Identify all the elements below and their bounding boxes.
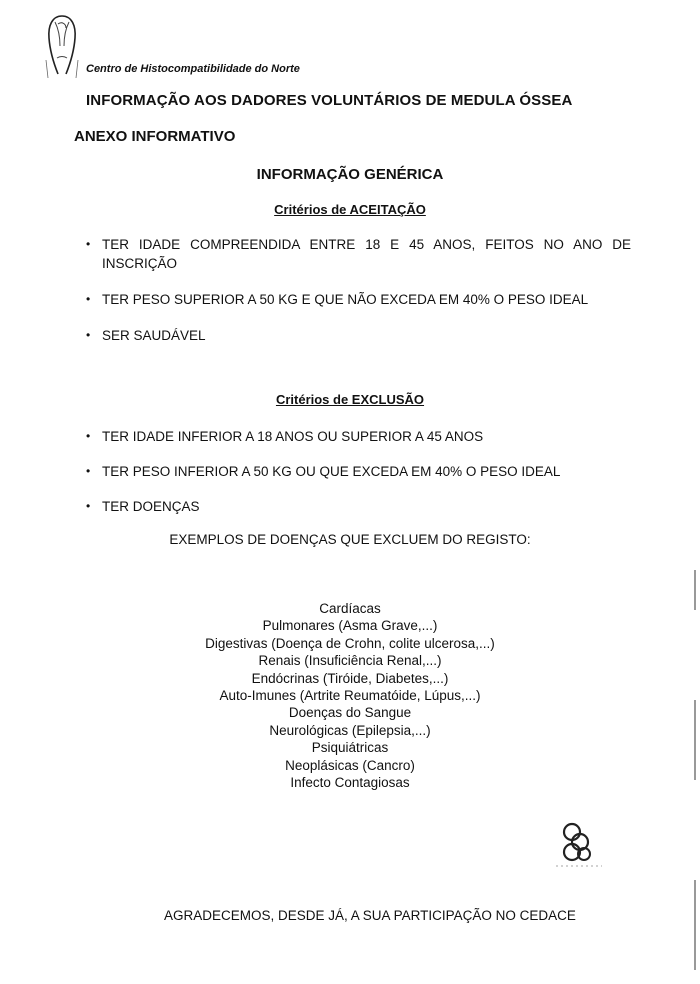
disease-list: [0, 600, 700, 791]
disease-item: Cardíacas: [319, 601, 381, 616]
thanks-footer: AGRADECEMOS, DESDE JÁ, A SUA PARTICIPAÇÃO NO CEDACE: [164, 908, 576, 923]
acceptance-list: [86, 235, 631, 345]
disease-item: Doenças do Sangue: [288, 705, 412, 721]
document-title: INFORMAÇÃO AOS DADORES VOLUNTÁRIOS DE MEDULA ÓSSEA: [86, 92, 573, 109]
disease-item: Auto-Imunes (Artrite Reumatóide, Lúpus,...): [219, 688, 481, 704]
disease-item: Neoplásicas (Cancro): [285, 757, 415, 773]
list-item-text: TER PESO SUPERIOR A 50 KG E QUE NÃO EXCEDA EM 40% O PESO IDEAL: [102, 292, 589, 307]
list-item: [86, 462, 631, 481]
list-item: [86, 235, 631, 273]
annex-heading: ANEXO INFORMATIVO: [74, 128, 236, 145]
bullet-icon: •: [86, 237, 91, 251]
list-item: [86, 290, 631, 309]
disease-item: Pulmonares (Asma Grave,...): [262, 618, 438, 634]
list-item-text: TER PESO INFERIOR A 50 KG OU QUE EXCEDA EM 40% O PESO IDEAL: [102, 464, 561, 479]
list-item: [86, 427, 631, 446]
list-item-text: SER SAUDÁVEL: [102, 328, 206, 343]
acceptance-heading: Critérios de ACEITAÇÃO: [274, 202, 426, 217]
exclusion-heading: Critérios de EXCLUSÃO: [275, 392, 425, 407]
scan-edge-mark: [694, 700, 696, 780]
section-title: INFORMAÇÃO GENÉRICA: [256, 166, 444, 183]
list-item-text: TER DOENÇAS: [102, 499, 200, 514]
disease-item: Psiquiátricas: [311, 740, 389, 756]
exclusion-list: [86, 427, 631, 532]
cedace-emblem-icon: [552, 820, 606, 872]
disease-item: Infecto Contagiosas: [290, 775, 410, 791]
bullet-icon: •: [86, 429, 91, 443]
examples-heading: EXEMPLOS DE DOENÇAS QUE EXCLUEM DO REGISTO:: [169, 532, 531, 547]
disease-item: Neurológicas (Epilepsia,...): [269, 722, 431, 738]
bullet-icon: •: [86, 499, 91, 513]
list-item-text: TER IDADE INFERIOR A 18 ANOS OU SUPERIOR A 45 ANOS: [102, 429, 484, 444]
scan-edge-mark: [694, 880, 696, 970]
disease-item: Renais (Insuficiência Renal,...): [258, 653, 442, 669]
list-item: [86, 497, 631, 516]
bullet-icon: •: [86, 464, 91, 478]
list-item-text: TER IDADE COMPREENDIDA ENTRE 18 E 45 ANOS, FEITOS NO ANO DE INSCRIÇÃO: [102, 237, 631, 271]
bullet-icon: •: [86, 328, 91, 342]
bullet-icon: •: [86, 292, 91, 306]
list-item: [86, 326, 631, 345]
organization-name: Centro de Histocompatibilidade do Norte: [86, 63, 300, 75]
disease-item: Endócrinas (Tiróide, Diabetes,...): [251, 670, 449, 686]
scan-edge-mark: [694, 570, 696, 610]
chn-logo-icon: [44, 12, 80, 82]
disease-item: Digestivas (Doença de Crohn, colite ulcerosa,...): [205, 635, 495, 651]
